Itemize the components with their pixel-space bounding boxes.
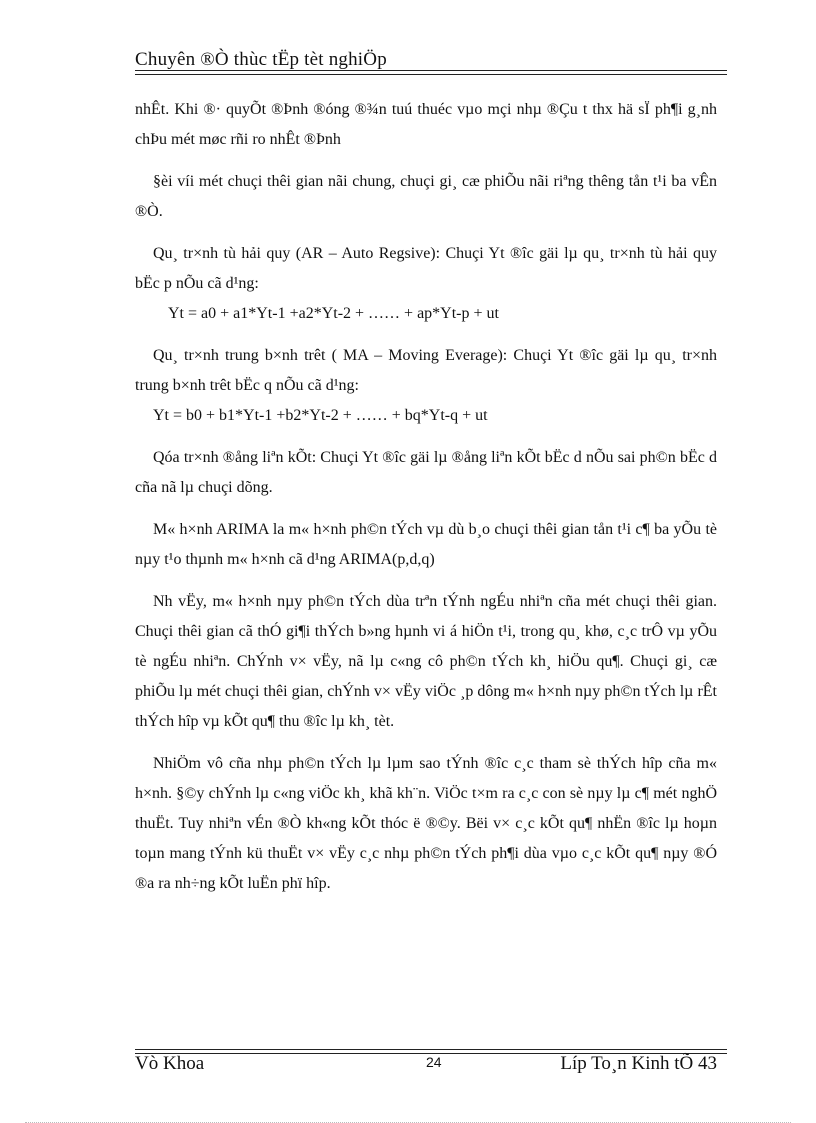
footer-author: Vò Khoa	[135, 1053, 205, 1074]
paragraph-2: §èi víi mét chuçi thêi gian nãi chung, chuçi gi¸ cæ phiÕu nãi riªng thêng tån t¹i ba vÊn ®Ò.	[135, 173, 717, 220]
paragraph-6: M« h×nh ARIMA la m« h×nh ph©n tÝch vµ dù b¸o chuçi thêi gian tån t¹i c¶ ba yÕu tè nµy t¹o thµnh m« h×nh cã d¹ng ARIMA(p,d,q)	[135, 521, 717, 568]
equation-ma: Yt = b0 + b1*Yt-1 +b2*Yt-2 + …… + bq*Yt-q + ut	[153, 407, 488, 424]
header-rule-bottom	[135, 74, 727, 75]
paragraph-5: Qóa tr×nh ®ång liªn kÕt: Chuçi Yt ®îc gäi lµ ®ång liªn kÕt bËc d nÕu sai ph©n bËc d cña nã lµ chuçi dõng.	[135, 449, 717, 496]
paragraph-4: Qu¸ tr×nh trung b×nh trêt ( MA – Moving Everage): Chuçi Yt ®îc gäi lµ qu¸ tr×nh trung b×nh trêt bËc q nÕu cã d¹ng:	[135, 347, 717, 394]
paragraph-3: Qu¸ tr×nh tù hải quy (AR – Auto Regsive): Chuçi Yt ®îc gäi lµ qu¸ tr×nh tù hải quy bËc p nÕu cã d¹ng:	[135, 245, 717, 292]
document-body	[135, 95, 717, 899]
paragraph-7: Nh vËy, m« h×nh nµy ph©n tÝch dùa trªn tÝnh ngÉu nhiªn cña mét chuçi thêi gian. Chuçi thêi gian cã thÓ gi¶i thÝch b»ng hµnh vi á hiÖn t¹i, trong qu¸ khø, c¸c trÔ vµ yÕu tè ngÉu nhiªn. ChÝnh v× vËy, nã lµ c«ng cô ph©n tÝch kh¸ hiÖu qu¶. Chuçi gi¸ cæ phiÕu lµ mét chuçi thêi gian, chÝnh v× vËy viÖc ¸p dông m« h×nh nµy ph©n tÝch lµ rÊt thÝch hîp vµ kÕt qu¶ thu ®îc lµ kh¸ tèt.	[135, 593, 717, 730]
paragraph-8: NhiÖm vô cña nhµ ph©n tÝch lµ lµm sao tÝnh ®îc c¸c tham sè thÝch hîp cña m« h×nh. §©y chÝnh lµ c«ng viÖc kh¸ khã kh¨n. ViÖc t×m ra c¸c con sè nµy lµ c¶ mét nghÖ thuËt. Tuy nhiªn vÉn ®Ò kh«ng kÕt thóc ë ®©y. Bëi v× c¸c kÕt qu¶ nhËn ®îc lµ hoµn toµn mang tÝnh kü thuËt v× vËy c¸c nhµ ph©n tÝch ph¶i dùa vµo c¸c kÕt qu¶ nµy ®Ó ®a ra nh÷ng kÕt luËn phï hîp.	[135, 755, 717, 892]
paragraph-1: nhÊt. Khi ®· quyÕt ®Þnh ®óng ®¾n tuú thuéc vµo mçi nhµ ®Çu t thx hä sÏ ph¶i g¸nh chÞu mét møc rñi ro nhÊt ®Þnh	[135, 101, 717, 148]
footer-rule-top	[135, 1049, 727, 1050]
header-rule-top	[135, 70, 727, 71]
footer-class-name: Líp To¸n Kinh tÕ 43	[560, 1053, 717, 1074]
equation-ar: Yt = a0 + a1*Yt-1 +a2*Yt-2 + …… + ap*Yt-p + ut	[168, 305, 499, 322]
page-header-title: Chuyên ®Ò thùc tËp tèt nghiÖp	[135, 49, 387, 70]
page-number: 24	[426, 1054, 442, 1070]
